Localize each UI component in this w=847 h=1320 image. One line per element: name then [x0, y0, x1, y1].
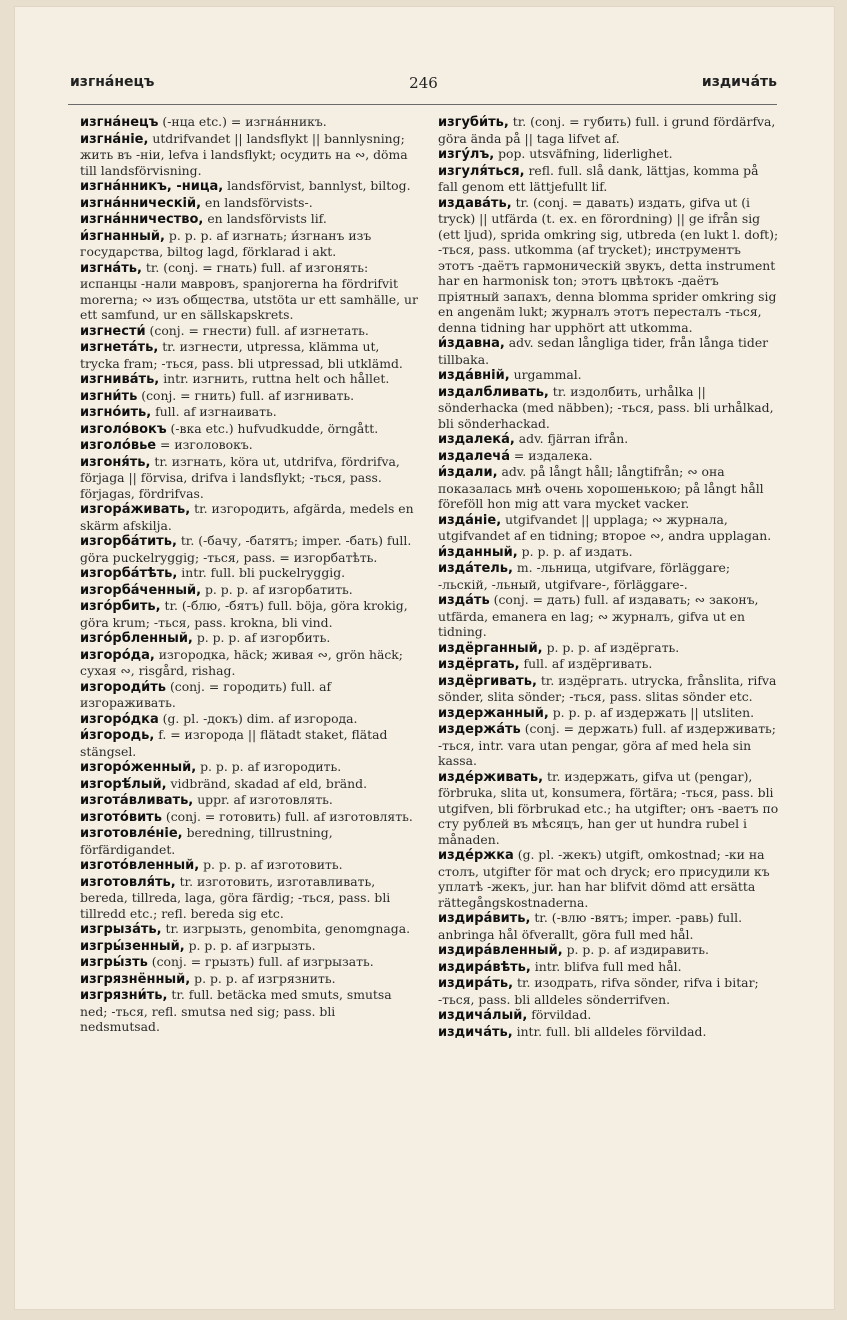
dictionary-entry: [80, 759, 418, 776]
entry-definition: refl. full. slå dank, lättjas, komma på fall genom ett lättjefullt lif.: [438, 162, 759, 194]
entry-headword: издалеча́: [438, 448, 510, 464]
entry-headword: издержанный,: [438, 705, 549, 721]
entry-headword: изготовле́ніе,: [80, 826, 183, 841]
dictionary-entry: [438, 114, 780, 146]
entry-headword: изгора́живать,: [80, 502, 191, 517]
entry-headword: изгото́вленный,: [80, 858, 200, 873]
dictionary-entry: [80, 825, 418, 857]
entry-definition: (-вка etc.) hufvudkudde, örngått.: [166, 420, 379, 436]
entry-headword: изда́вній,: [438, 368, 510, 383]
entry-definition: tr. издержать, gifva ut (pengar), förbruka, slita ut, konsumera, förtära; -ться, pass. bli utgifven, bli förbrukad etc.; ha utgifter; онъ -ваетъ по сту рублей въ мѣсяцъ, han ger ut hundra rubel i månaden.: [438, 768, 779, 847]
dictionary-entry: [80, 598, 418, 630]
entry-headword: изгрязнённый,: [80, 971, 191, 987]
entry-headword: изгнета́ть,: [80, 340, 159, 355]
entry-headword: изготовля́ть,: [80, 874, 176, 890]
entry-definition: utgifvandet || upplaga; ∾ журнала, utgifvandet af en tidning; второе ∾, andra upplagan.: [438, 511, 772, 543]
entry-definition: m. -льница, utgifvare, förläggare; -льскій, -льный, utgifvare-, förläggare-.: [438, 560, 731, 592]
header-rule: [68, 104, 777, 105]
left-column: [80, 114, 418, 1035]
dictionary-entry: [438, 431, 780, 448]
entry-headword: изгна́нническій,: [80, 195, 202, 211]
dictionary-entry: [80, 260, 418, 323]
dictionary-entry: [438, 656, 780, 673]
dictionary-entry: [80, 339, 418, 371]
entry-headword: издича́ть,: [438, 1024, 513, 1040]
dictionary-entry: [438, 448, 780, 465]
entry-headword: изгнива́ть,: [80, 372, 160, 387]
dictionary-entry: [80, 727, 418, 759]
entry-definition: p. p. p. af издёргать.: [542, 639, 680, 655]
entry-definition: tr. (-влю -вятъ; imper. -равь) full. anbringa hål öfverallt, göra full med hål.: [438, 910, 743, 942]
entry-definition: (conj. = держать) full. af издерживать; -ться, intr. vara utan pengar, göra af med hela sin kassa.: [438, 721, 776, 768]
entry-headword: изгороди́ть: [80, 679, 166, 695]
entry-definition: utdrifvandet || landsflykt || bannlysning; жить въ -ніи, lefva i landsflykt; осудить на ∾, döma till landsförvisning.: [80, 130, 408, 178]
dictionary-entry: [80, 195, 418, 212]
entry-headword: изде́ржка: [438, 848, 514, 863]
entry-headword: и́здавна,: [438, 336, 505, 351]
dictionary-entry: [80, 211, 418, 228]
dictionary-entry: [438, 1007, 780, 1024]
entry-headword: изгорба́ченный,: [80, 582, 202, 598]
entry-definition: p. p. p. af изгорбатить.: [201, 581, 353, 597]
entry-headword: издира́ть,: [438, 976, 514, 991]
entry-headword: изда́тель,: [438, 561, 513, 576]
dictionary-entry: [80, 954, 418, 971]
entry-headword: изгры́зть: [80, 955, 148, 970]
dictionary-entry: [438, 910, 780, 942]
entry-headword: и́згнанный,: [80, 228, 165, 244]
entry-headword: изгры́зенный,: [80, 938, 185, 954]
entry-definition: (g. pl. -жекъ) utgift, omkostnad; -ки на столъ, utgifter för mat och dryck; его присудили къ уплатѣ -жекъ, jur. han har blifvit dömd att ersätta rättegångskostnaderna.: [438, 847, 770, 910]
entry-headword: изго́рбленный,: [80, 631, 193, 646]
entry-definition: en landsförvists-.: [201, 194, 313, 210]
entry-headword: изгрыза́ть,: [80, 922, 162, 937]
dictionary-entry: [438, 384, 780, 432]
dictionary-entry: [438, 195, 780, 336]
dictionary-entry: [438, 163, 780, 195]
page-number: 246: [409, 74, 438, 92]
entry-definition: adv. på långt håll; långtifrån; ∾ она показалась мнѣ очень хорошенькою; på långt håll föreföll hon mig att vara mycket vacker.: [438, 464, 764, 511]
entry-definition: (g. pl. -докъ) dim. af изгорода.: [158, 710, 358, 726]
entry-headword: изгрязни́ть,: [80, 988, 168, 1003]
entry-headword: и́згородь,: [80, 728, 155, 743]
dictionary-entry: [80, 501, 418, 533]
entry-definition: (-нца etc.) = изгна́нникъ.: [158, 114, 327, 129]
dictionary-entry: [80, 178, 418, 195]
entry-definition: adv. fjärran ifrån.: [514, 431, 629, 446]
entry-definition: intr. изгнить, ruttna helt och hållet.: [159, 371, 390, 386]
entry-definition: vidbränd, skadad af eld, bränd.: [166, 775, 368, 791]
dictionary-entry: [80, 679, 418, 711]
dictionary-entry: [438, 959, 780, 976]
header-right-guide-word: издича́ть: [701, 74, 777, 90]
dictionary-entry: [80, 131, 418, 179]
right-column: [438, 114, 780, 1040]
entry-headword: изго́рбить,: [80, 599, 161, 614]
entry-headword: издёргивать,: [438, 673, 537, 689]
entry-headword: изгно́ить,: [80, 405, 152, 420]
dictionary-entry: [438, 847, 780, 910]
dictionary-entry: [80, 404, 418, 421]
entry-definition: p. p. p. af издиравить.: [562, 942, 709, 957]
entry-definition: förvildad.: [527, 1007, 592, 1022]
dictionary-entry: [80, 114, 418, 131]
dictionary-entry: [80, 971, 418, 988]
entry-definition: tr. изгнать, köra ut, utdrifva, fördrifva, förjaga || förvisa, drifva i landsflykt; -ться, pass. förjagas, fördrifvas.: [80, 453, 400, 501]
entry-headword: изгоро́женный,: [80, 760, 197, 775]
entry-definition: tr. изгнести, utpressa, klämma ut, trycka fram; -ться, pass. bli utpressad, bli utklämd.: [80, 339, 403, 371]
entry-definition: p. p. p. af изгрызть.: [184, 937, 316, 953]
entry-headword: изгна́ніе,: [80, 131, 149, 147]
entry-definition: tr. изгрызть, genombita, genomgnaga.: [161, 921, 411, 936]
entry-definition: p. p. p. af изгрязнить.: [190, 970, 336, 986]
entry-headword: издержа́ть: [438, 722, 521, 737]
dictionary-entry: [438, 544, 780, 561]
dictionary-entry: [438, 705, 780, 722]
entry-headword: издалека́,: [438, 432, 515, 447]
entry-definition: full. af издёргивать.: [519, 656, 653, 671]
entry-headword: издира́вить,: [438, 911, 531, 926]
entry-definition: tr. издёргать. utrycka, frånslita, rifva sönder, slita sönder; -ться, pass. slitas sönder etc.: [438, 672, 777, 704]
dictionary-entry: [438, 1024, 780, 1041]
dictionary-entry: [80, 987, 418, 1035]
entry-definition: (conj. = грызть) full. af изгрызать.: [147, 954, 374, 969]
dictionary-entry: [80, 711, 418, 728]
dictionary-entry: [438, 146, 780, 163]
entry-definition: p. p. p. af изгнать; и́згнанъ изъ государства, biltog lagd, förklarad i akt.: [80, 227, 372, 259]
dictionary-entry: [438, 512, 780, 544]
entry-headword: издалбливать,: [438, 384, 549, 400]
entry-definition: p. p. p. af издать.: [517, 543, 633, 559]
entry-headword: изгорѣ́лый,: [80, 776, 167, 792]
entry-headword: изда́ніе,: [438, 512, 502, 528]
entry-headword: издича́лый,: [438, 1008, 528, 1023]
entry-definition: f. = изгорода || flätadt staket, flätad stängsel.: [80, 727, 388, 759]
entry-definition: adv. sedan långliga tider, från långa tider tillbaka.: [438, 335, 769, 367]
entry-headword: изгота́вливать,: [80, 793, 194, 808]
entry-definition: pop. utsväfning, liderlighet.: [494, 146, 673, 161]
entry-definition: intr. full. bli puckelryggig.: [177, 565, 346, 580]
entry-headword: изголо́вокъ: [80, 421, 167, 437]
dictionary-entry: [80, 630, 418, 647]
entry-definition: изгородка, häck; живая ∾, grön häck; сухая ∾, risgård, rishag.: [80, 646, 403, 678]
entry-headword: изгна́нникъ, -ница,: [80, 179, 224, 194]
dictionary-entry: [438, 640, 780, 657]
entry-definition: tr. изготовить, изготавливать, bereda, tillreda, laga, göra färdig; -ться, pass. bli tillredd etc.; refl. bereda sig etc.: [80, 873, 391, 921]
entry-headword: издира́вленный,: [438, 943, 563, 958]
entry-definition: urgammal.: [509, 367, 582, 382]
dictionary-entry: [80, 938, 418, 955]
entry-headword: изде́рживать,: [438, 769, 544, 785]
entry-headword: и́зданный,: [438, 544, 518, 560]
dictionary-entry: [80, 388, 418, 405]
dictionary-entry: [80, 647, 418, 679]
entry-definition: tr. (conj. = губить) full. i grund fördärfva, göra ända på || taga lifvet af.: [438, 114, 776, 146]
entry-definition: uppr. af изготовлять.: [193, 792, 333, 807]
entry-headword: изгоро́да,: [80, 647, 155, 663]
entry-definition: tr. изодрать, rifva sönder, rifva i bitar; -ться, pass. bli alldeles sönderrifven.: [438, 975, 759, 1007]
dictionary-entry: [438, 464, 780, 512]
entry-definition: (conj. = гнить) full. af изгнивать.: [137, 387, 355, 403]
entry-definition: p. p. p. af изготовить.: [199, 857, 343, 872]
entry-definition: (conj. = городить) full. af изгораживать.: [80, 678, 332, 710]
entry-headword: изда́ть: [438, 593, 490, 608]
entry-headword: изгоня́ть,: [80, 454, 151, 470]
entry-definition: p. p. p. af издержать || utsliten.: [548, 704, 755, 720]
dictionary-entry: [80, 533, 418, 565]
entry-definition: tr. (-блю, -бятъ) full. böja, göra krokig, göra krum; -ться, pass. krokna, bli vind.: [80, 598, 408, 630]
dictionary-entry: [80, 874, 418, 922]
dictionary-entry: [438, 942, 780, 959]
entry-definition: (conj. = готовить) full. af изготовлять.: [161, 808, 413, 824]
entry-definition: tr. (conj. = гнать) full. af изгонять: испанцы -нали мавровъ, spanjorerna ha fördrifvit morerna; ∾ изъ общества, utstöta ur ett samhälle, ur ett samfund, ur en sällskapskrets.: [80, 259, 418, 322]
entry-headword: изгна́ть,: [80, 260, 142, 276]
entry-definition: = издалека.: [509, 447, 593, 463]
entry-headword: изгорба́тить,: [80, 534, 177, 549]
entry-definition: tr. (-бачу, -батятъ; imper. -бать) full. göra puckelryggig; -ться, pass. = изгорбатѣть.: [80, 533, 412, 565]
dictionary-entry: [438, 673, 780, 705]
dictionary-entry: [438, 721, 780, 769]
entry-definition: intr. blifva full med hål.: [530, 958, 682, 974]
dictionary-entry: [80, 323, 418, 340]
entry-headword: издава́ть,: [438, 195, 512, 211]
dictionary-entry: [438, 335, 780, 367]
dictionary-entry: [80, 228, 418, 260]
entry-headword: изгорба́тѣть,: [80, 566, 178, 581]
dictionary-entry: [438, 769, 780, 848]
dictionary-entry: [80, 565, 418, 582]
dictionary-entry: [80, 437, 418, 454]
entry-headword: изголо́вье: [80, 438, 157, 453]
entry-headword: изгнести́: [80, 323, 146, 339]
entry-headword: изгуля́ться,: [438, 163, 525, 179]
entry-definition: tr. изгородить, afgärda, medels en skärm afskilja.: [80, 501, 414, 533]
entry-headword: изгна́нничество,: [80, 212, 204, 227]
dictionary-entry: [80, 792, 418, 809]
page-header: [70, 70, 777, 100]
entry-headword: и́здали,: [438, 465, 498, 480]
dictionary-entry: [80, 371, 418, 388]
dictionary-entry: [80, 921, 418, 938]
entry-definition: tr. full. betäcka med smuts, smutsa ned; -ться, refl. smutsa ned sig; pass. bli nedsmutsad.: [80, 987, 392, 1034]
dictionary-entry: [438, 975, 780, 1007]
entry-definition: landsförvist, bannlyst, biltog.: [223, 178, 411, 193]
dictionary-entry: [80, 582, 418, 599]
entry-definition: (conj. = гнести) full. af изгнетать.: [145, 322, 369, 338]
entry-headword: изгуби́ть,: [438, 115, 509, 130]
dictionary-entry: [438, 560, 780, 592]
dictionary-entry: [438, 367, 780, 384]
entry-headword: изгни́ть: [80, 388, 138, 404]
entry-headword: издёрганный,: [438, 640, 543, 656]
entry-definition: p. p. p. af изгородить.: [196, 759, 342, 774]
dictionary-entry: [80, 454, 418, 502]
entry-definition: tr. издолбить, urhålka || sönderhacka (med näbben); -ться, pass. bli urhålkad, bli sönderhackad.: [438, 383, 774, 431]
entry-definition: intr. full. bli alldeles förvildad.: [512, 1023, 707, 1039]
entry-headword: изгу́лъ,: [438, 147, 495, 162]
entry-definition: beredning, tillrustning, förfärdigandet.: [80, 825, 333, 857]
entry-definition: p. p. p. af изгорбить.: [192, 630, 331, 645]
entry-headword: издира́вѣть,: [438, 959, 531, 975]
dictionary-entry: [80, 421, 418, 438]
header-left-guide-word: изгна́нецъ: [70, 74, 155, 90]
entry-definition: = изголовокъ.: [156, 437, 253, 452]
dictionary-entry: [80, 776, 418, 793]
entry-headword: изгоро́дка: [80, 711, 159, 727]
entry-definition: full. af изгнаивать.: [151, 404, 277, 419]
entry-headword: изгото́вить: [80, 809, 162, 825]
entry-definition: en landsförvists lif.: [203, 211, 327, 226]
entry-headword: изгна́нецъ: [80, 115, 159, 130]
entry-headword: издёргать,: [438, 657, 520, 672]
entry-definition: tr. (conj. = давать) издать, gifva ut (i tryck) || utfärda (t. ex. en förordning) || ge ifrån sig (ett ljud), sprida omkring sig, utbreda (en lukt l. doft); -ться, pass. utkomma (af trycket); инструментъ этотъ -даётъ гармоническій звукъ, detta instrument har en harmonisk ton; этотъ цвѣтокъ -даётъ пріятный запахъ, denna blomma sprider omkring sig en angenäm lukt; журналъ этотъ пересталъ -ться, denna tidning har upphört att utkomma.: [438, 194, 779, 335]
dictionary-entry: [438, 592, 780, 640]
dictionary-entry: [80, 809, 418, 826]
entry-definition: (conj. = дать) full. af издавать; ∾ законъ, utfärda, emanera en lag; ∾ журналъ, gifva ut en tidning.: [438, 592, 759, 639]
dictionary-entry: [80, 857, 418, 874]
